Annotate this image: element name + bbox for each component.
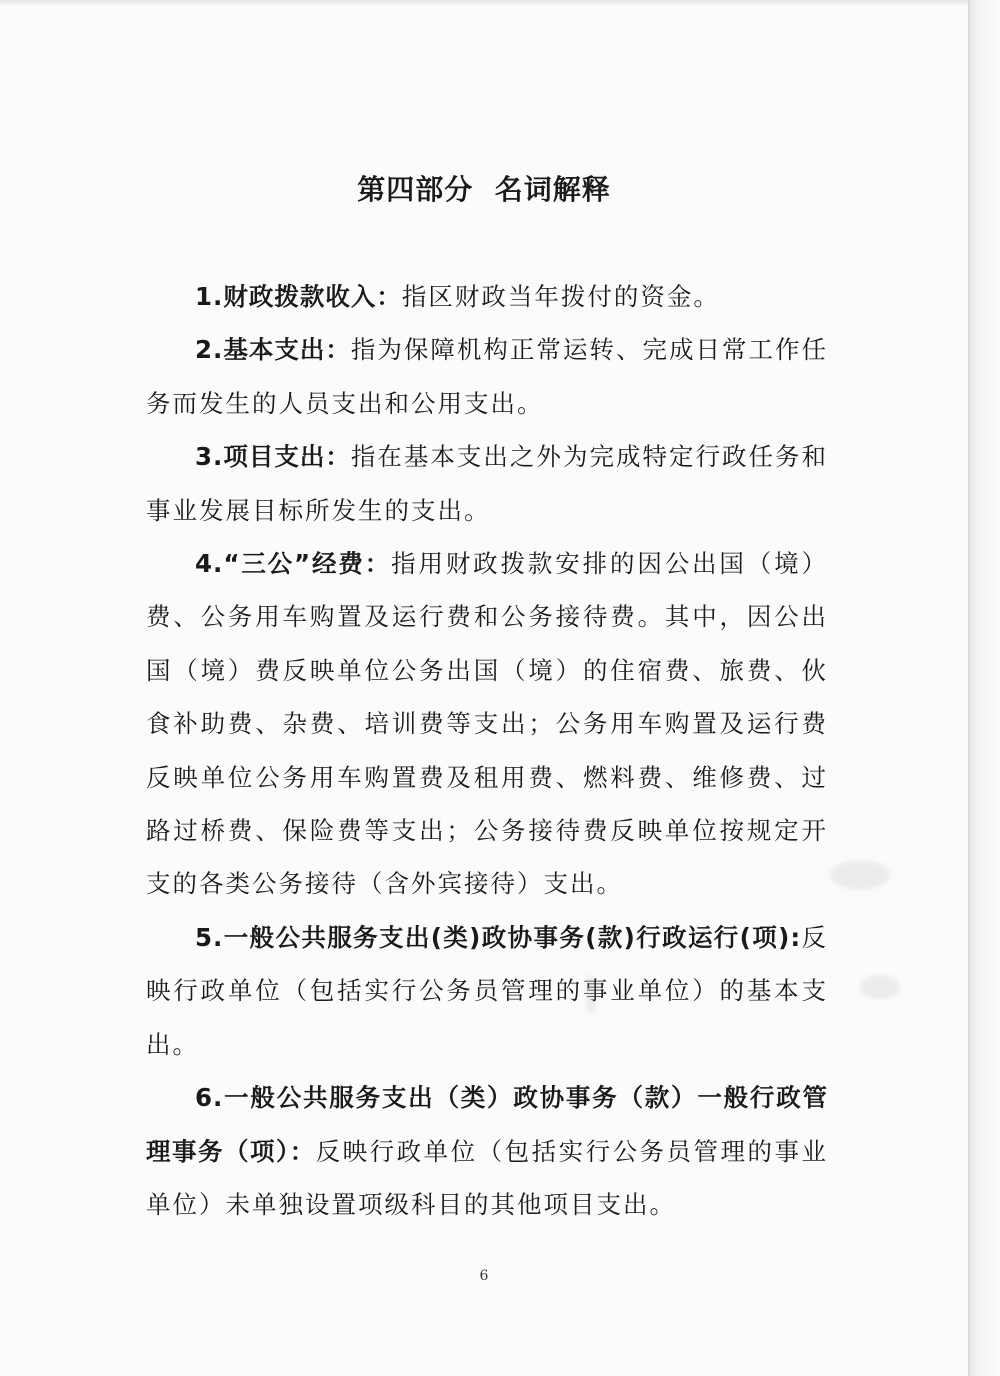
scan-right-edge bbox=[968, 0, 1000, 1376]
glossary-term: 6.一般公共服务支出（类）政协事务（款）一般行政管理事务（项）： bbox=[146, 1083, 828, 1166]
glossary-definition: 反映行政单位（包括实行公务员管理的事业单位）未单独设置项级科目的其他项目支出。 bbox=[146, 1136, 829, 1219]
glossary-definition: 指区财政当年拨付的资金。 bbox=[401, 282, 720, 311]
page-number: 6 bbox=[479, 1268, 489, 1284]
page-title: 第四部分 名词解释 bbox=[357, 173, 611, 206]
glossary-definition: 指用财政拨款安排的因公出国（境）费、公务用车购置及运行费和公务接待费。其中，因公出国（境）费反映单位公务出国（境）的住宿费、旅费、伙食补助费、杂费、培训费等支出；公务用车购置及运行费反映单位公务用车购置费及租用费、燃料费、维修费、过路过桥费、保险费等支出；公务接待费反映单位按规定开支的各类公务接待（含外宾接待）支出。 bbox=[146, 549, 829, 899]
glossary-term: 5.一般公共服务支出(类)政协事务(款)行政运行(项): bbox=[195, 922, 802, 952]
scan-smudge bbox=[830, 860, 890, 890]
glossary-body bbox=[146, 270, 828, 1231]
scan-smudge bbox=[585, 975, 597, 1015]
glossary-item-1 bbox=[146, 270, 828, 323]
glossary-term: 3.项目支出： bbox=[195, 442, 351, 472]
glossary-definition: 指为保障机构正常运转、完成日常工作任务而发生的人员支出和公用支出。 bbox=[146, 335, 828, 418]
glossary-definition: 指在基本支出之外为完成特定行政任务和事业发展目标所发生的支出。 bbox=[146, 442, 828, 525]
glossary-term: 4.“三公”经费： bbox=[195, 549, 392, 579]
glossary-item-3 bbox=[146, 430, 828, 537]
scan-top-edge bbox=[0, 0, 968, 6]
glossary-item-5 bbox=[146, 911, 828, 1071]
glossary-item-4 bbox=[146, 537, 828, 911]
glossary-term: 1.财政拨款收入： bbox=[195, 282, 402, 311]
glossary-term: 2.基本支出： bbox=[195, 335, 351, 365]
scan-smudge bbox=[860, 975, 900, 999]
glossary-item-6 bbox=[146, 1071, 828, 1231]
glossary-item-2 bbox=[146, 323, 828, 430]
glossary-definition: 反映行政单位（包括实行公务员管理的事业单位）的基本支出。 bbox=[146, 922, 828, 1059]
